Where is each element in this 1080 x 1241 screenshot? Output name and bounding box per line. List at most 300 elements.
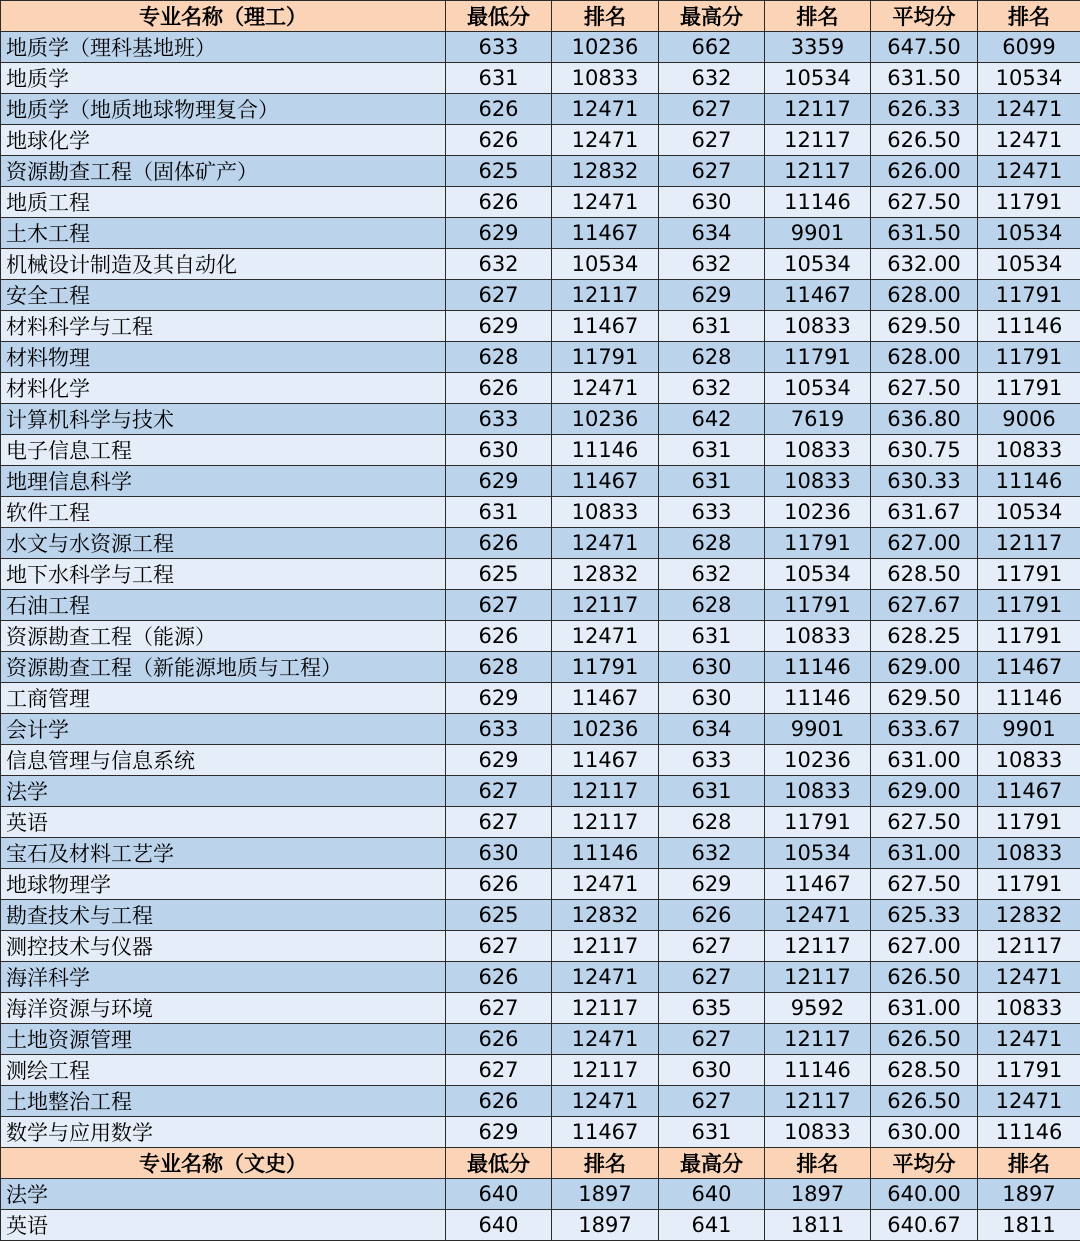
major-name-cell: 地理信息科学: [1, 466, 446, 497]
score-cell: 626: [446, 962, 552, 993]
score-cell: 626: [446, 373, 552, 404]
major-name-cell: 测绘工程: [1, 1055, 446, 1086]
score-cell: 642: [659, 404, 765, 435]
table-row: [1, 838, 1080, 869]
major-name-cell: 地质学（理科基地班）: [1, 32, 446, 63]
score-cell: 625.33: [871, 900, 978, 931]
score-cell: 635: [659, 993, 765, 1024]
score-cell: 1811: [978, 1210, 1080, 1241]
column-header-major: 专业名称（理工）: [1, 1, 446, 32]
score-cell: 626.33: [871, 94, 978, 125]
score-cell: 12471: [978, 94, 1080, 125]
score-cell: 10833: [552, 63, 659, 94]
score-cell: 630.75: [871, 435, 978, 466]
table-row: [1, 125, 1080, 156]
score-cell: 12117: [552, 590, 659, 621]
table-row: [1, 1086, 1080, 1117]
score-cell: 625: [446, 900, 552, 931]
score-cell: 11467: [552, 683, 659, 714]
score-cell: 640: [446, 1210, 552, 1241]
score-cell: 628: [446, 652, 552, 683]
table-row: [1, 466, 1080, 497]
score-cell: 10534: [765, 249, 871, 280]
table-row: [1, 993, 1080, 1024]
score-cell: 628.50: [871, 1055, 978, 1086]
score-cell: 12471: [978, 962, 1080, 993]
score-cell: 12471: [552, 1024, 659, 1055]
column-header: 平均分: [871, 1148, 978, 1179]
score-cell: 629: [446, 745, 552, 776]
score-cell: 632: [659, 63, 765, 94]
score-cell: 10833: [765, 621, 871, 652]
section-header-row: [1, 1, 1080, 32]
major-name-cell: 英语: [1, 807, 446, 838]
score-cell: 629.00: [871, 776, 978, 807]
score-cell: 626: [446, 1024, 552, 1055]
column-header: 最低分: [446, 1, 552, 32]
major-name-cell: 石油工程: [1, 590, 446, 621]
column-header: 排名: [978, 1148, 1080, 1179]
score-cell: 626: [446, 528, 552, 559]
score-cell: 10833: [978, 838, 1080, 869]
score-cell: 627: [659, 1024, 765, 1055]
score-cell: 626: [446, 869, 552, 900]
score-cell: 12832: [978, 900, 1080, 931]
table-row: [1, 962, 1080, 993]
score-cell: 12117: [765, 125, 871, 156]
score-cell: 628.50: [871, 559, 978, 590]
column-header: 排名: [552, 1, 659, 32]
score-cell: 629.50: [871, 683, 978, 714]
score-cell: 627: [659, 1086, 765, 1117]
score-cell: 11146: [552, 435, 659, 466]
column-header: 最低分: [446, 1148, 552, 1179]
score-cell: 12117: [978, 528, 1080, 559]
major-name-cell: 测控技术与仪器: [1, 931, 446, 962]
score-cell: 9006: [978, 404, 1080, 435]
score-cell: 10833: [978, 993, 1080, 1024]
score-cell: 630: [446, 435, 552, 466]
score-cell: 9592: [765, 993, 871, 1024]
column-header: 排名: [978, 1, 1080, 32]
table-row: [1, 311, 1080, 342]
score-cell: 625: [446, 156, 552, 187]
score-cell: 627: [446, 590, 552, 621]
score-cell: 12117: [552, 776, 659, 807]
score-cell: 633.67: [871, 714, 978, 745]
score-cell: 640: [446, 1179, 552, 1210]
score-cell: 633: [659, 497, 765, 528]
column-header: 平均分: [871, 1, 978, 32]
table-row: [1, 1179, 1080, 1210]
table-row: [1, 931, 1080, 962]
score-cell: 633: [659, 745, 765, 776]
score-cell: 12117: [765, 94, 871, 125]
score-cell: 629.00: [871, 652, 978, 683]
score-cell: 12471: [978, 1086, 1080, 1117]
major-name-cell: 材料物理: [1, 342, 446, 373]
score-cell: 11791: [978, 621, 1080, 652]
score-cell: 10833: [765, 1117, 871, 1148]
section-header-row: [1, 1148, 1080, 1179]
score-cell: 631: [446, 497, 552, 528]
score-cell: 629: [446, 218, 552, 249]
score-cell: 626: [446, 1086, 552, 1117]
score-cell: 627: [446, 931, 552, 962]
table-row: [1, 63, 1080, 94]
score-cell: 632: [659, 249, 765, 280]
score-cell: 626: [446, 187, 552, 218]
score-cell: 629: [446, 466, 552, 497]
score-cell: 12471: [552, 187, 659, 218]
score-cell: 627: [446, 1055, 552, 1086]
score-cell: 10236: [552, 404, 659, 435]
table-row: [1, 807, 1080, 838]
major-name-cell: 地质工程: [1, 187, 446, 218]
score-cell: 12117: [552, 1055, 659, 1086]
score-cell: 12471: [765, 900, 871, 931]
score-cell: 12471: [978, 125, 1080, 156]
score-cell: 11146: [765, 683, 871, 714]
score-cell: 10236: [765, 745, 871, 776]
score-cell: 627: [446, 280, 552, 311]
score-cell: 11791: [978, 280, 1080, 311]
score-cell: 627.50: [871, 187, 978, 218]
score-cell: 633: [446, 714, 552, 745]
score-cell: 631.50: [871, 63, 978, 94]
table-row: [1, 249, 1080, 280]
score-cell: 631: [659, 621, 765, 652]
column-header: 最高分: [659, 1, 765, 32]
score-cell: 11791: [978, 187, 1080, 218]
score-cell: 631: [659, 311, 765, 342]
score-cell: 11146: [978, 466, 1080, 497]
major-name-cell: 电子信息工程: [1, 435, 446, 466]
score-cell: 628: [659, 590, 765, 621]
score-cell: 628: [446, 342, 552, 373]
score-cell: 626: [446, 621, 552, 652]
score-cell: 627.00: [871, 528, 978, 559]
score-cell: 11467: [552, 745, 659, 776]
score-cell: 12471: [978, 1024, 1080, 1055]
table-row: [1, 621, 1080, 652]
score-cell: 11467: [765, 869, 871, 900]
score-cell: 12117: [765, 156, 871, 187]
major-name-cell: 地下水科学与工程: [1, 559, 446, 590]
column-header: 最高分: [659, 1148, 765, 1179]
score-cell: 10534: [765, 63, 871, 94]
score-cell: 631: [659, 435, 765, 466]
score-cell: 626: [446, 94, 552, 125]
score-cell: 11791: [552, 652, 659, 683]
score-cell: 9901: [765, 714, 871, 745]
score-cell: 11146: [552, 838, 659, 869]
score-cell: 628: [659, 342, 765, 373]
score-cell: 629: [446, 1117, 552, 1148]
score-cell: 632: [659, 559, 765, 590]
score-cell: 10534: [552, 249, 659, 280]
score-cell: 640.00: [871, 1179, 978, 1210]
table-row: [1, 745, 1080, 776]
major-name-cell: 地质学（地质地球物理复合）: [1, 94, 446, 125]
score-cell: 11146: [978, 683, 1080, 714]
score-cell: 631.67: [871, 497, 978, 528]
score-cell: 626: [446, 125, 552, 156]
table-row: [1, 776, 1080, 807]
major-name-cell: 会计学: [1, 714, 446, 745]
score-cell: 631.00: [871, 745, 978, 776]
score-cell: 626.50: [871, 1086, 978, 1117]
table-row: [1, 497, 1080, 528]
score-cell: 12471: [552, 94, 659, 125]
score-cell: 12117: [552, 993, 659, 1024]
table-row: [1, 1210, 1080, 1241]
score-cell: 627: [659, 962, 765, 993]
table-row: [1, 373, 1080, 404]
score-cell: 10833: [765, 776, 871, 807]
score-cell: 11467: [552, 466, 659, 497]
score-cell: 10833: [765, 311, 871, 342]
score-cell: 9901: [978, 714, 1080, 745]
score-cell: 636.80: [871, 404, 978, 435]
score-cell: 12471: [552, 869, 659, 900]
score-cell: 627: [659, 156, 765, 187]
table-row: [1, 1055, 1080, 1086]
score-cell: 12117: [765, 962, 871, 993]
major-name-cell: 地球物理学: [1, 869, 446, 900]
table-row: [1, 1024, 1080, 1055]
score-cell: 10833: [978, 435, 1080, 466]
major-name-cell: 资源勘查工程（新能源地质与工程）: [1, 652, 446, 683]
score-cell: 12832: [552, 559, 659, 590]
score-cell: 625: [446, 559, 552, 590]
score-cell: 631.00: [871, 993, 978, 1024]
score-cell: 11791: [978, 373, 1080, 404]
score-cell: 627: [446, 993, 552, 1024]
score-cell: 631: [446, 63, 552, 94]
score-cell: 630: [659, 1055, 765, 1086]
table-row: [1, 683, 1080, 714]
table-row: [1, 404, 1080, 435]
score-cell: 630.33: [871, 466, 978, 497]
score-cell: 11146: [978, 311, 1080, 342]
score-cell: 9901: [765, 218, 871, 249]
score-cell: 630: [659, 683, 765, 714]
score-cell: 10534: [765, 373, 871, 404]
score-cell: 10534: [978, 249, 1080, 280]
score-cell: 12117: [552, 931, 659, 962]
score-cell: 10534: [978, 218, 1080, 249]
score-cell: 627: [659, 125, 765, 156]
major-name-cell: 材料化学: [1, 373, 446, 404]
major-name-cell: 英语: [1, 1210, 446, 1241]
score-cell: 1897: [552, 1210, 659, 1241]
score-cell: 630: [659, 652, 765, 683]
score-cell: 633: [446, 404, 552, 435]
table-row: [1, 1117, 1080, 1148]
score-cell: 12471: [552, 125, 659, 156]
score-cell: 627: [659, 94, 765, 125]
score-cell: 11467: [978, 776, 1080, 807]
score-cell: 634: [659, 218, 765, 249]
score-cell: 10833: [765, 466, 871, 497]
major-name-cell: 信息管理与信息系统: [1, 745, 446, 776]
score-cell: 626: [659, 900, 765, 931]
score-cell: 11791: [978, 869, 1080, 900]
score-cell: 627.50: [871, 807, 978, 838]
score-cell: 11146: [765, 187, 871, 218]
major-name-cell: 地球化学: [1, 125, 446, 156]
column-header: 排名: [765, 1, 871, 32]
score-cell: 11791: [978, 559, 1080, 590]
major-name-cell: 地质学: [1, 63, 446, 94]
score-cell: 12832: [552, 900, 659, 931]
score-cell: 10534: [765, 559, 871, 590]
score-cell: 10833: [552, 497, 659, 528]
major-name-cell: 海洋资源与环境: [1, 993, 446, 1024]
score-cell: 627.50: [871, 869, 978, 900]
score-cell: 10236: [552, 714, 659, 745]
score-cell: 662: [659, 32, 765, 63]
score-cell: 631: [659, 776, 765, 807]
score-cell: 11791: [978, 807, 1080, 838]
score-cell: 628: [659, 807, 765, 838]
column-header: 排名: [765, 1148, 871, 1179]
table-row: [1, 714, 1080, 745]
score-cell: 10534: [765, 838, 871, 869]
score-cell: 11791: [978, 342, 1080, 373]
major-name-cell: 宝石及材料工艺学: [1, 838, 446, 869]
score-cell: 1897: [552, 1179, 659, 1210]
score-cell: 627.67: [871, 590, 978, 621]
score-cell: 11146: [765, 1055, 871, 1086]
score-cell: 11467: [978, 652, 1080, 683]
major-name-cell: 法学: [1, 776, 446, 807]
score-cell: 628.25: [871, 621, 978, 652]
table-row: [1, 94, 1080, 125]
column-header-major: 专业名称（文史）: [1, 1148, 446, 1179]
score-cell: 11791: [765, 807, 871, 838]
score-cell: 12117: [552, 280, 659, 311]
score-cell: 632: [446, 249, 552, 280]
score-cell: 12471: [552, 1086, 659, 1117]
table-row: [1, 32, 1080, 63]
score-cell: 628.00: [871, 342, 978, 373]
score-cell: 627: [446, 776, 552, 807]
score-cell: 12471: [552, 373, 659, 404]
major-name-cell: 海洋科学: [1, 962, 446, 993]
score-cell: 11467: [552, 218, 659, 249]
score-cell: 12471: [552, 621, 659, 652]
score-cell: 12471: [552, 528, 659, 559]
score-cell: 11791: [765, 590, 871, 621]
score-cell: 10534: [978, 497, 1080, 528]
score-cell: 627.50: [871, 373, 978, 404]
score-cell: 11146: [765, 652, 871, 683]
score-cell: 629.50: [871, 311, 978, 342]
score-cell: 3359: [765, 32, 871, 63]
score-cell: 627: [446, 807, 552, 838]
score-cell: 630: [446, 838, 552, 869]
score-cell: 632: [659, 373, 765, 404]
score-cell: 12117: [765, 931, 871, 962]
score-cell: 12471: [978, 156, 1080, 187]
score-cell: 1897: [978, 1179, 1080, 1210]
score-cell: 626.50: [871, 1024, 978, 1055]
table-body: [1, 1, 1080, 1241]
score-cell: 1811: [765, 1210, 871, 1241]
major-name-cell: 土木工程: [1, 218, 446, 249]
table-row: [1, 869, 1080, 900]
score-cell: 626.50: [871, 962, 978, 993]
table-row: [1, 218, 1080, 249]
score-cell: 10236: [765, 497, 871, 528]
score-cell: 11467: [552, 311, 659, 342]
score-cell: 634: [659, 714, 765, 745]
major-name-cell: 土地资源管理: [1, 1024, 446, 1055]
table-row: [1, 280, 1080, 311]
score-cell: 629: [659, 869, 765, 900]
score-cell: 11791: [978, 590, 1080, 621]
score-cell: 626.50: [871, 125, 978, 156]
score-cell: 627: [659, 931, 765, 962]
major-name-cell: 安全工程: [1, 280, 446, 311]
score-cell: 631.50: [871, 218, 978, 249]
major-name-cell: 材料科学与工程: [1, 311, 446, 342]
major-name-cell: 水文与水资源工程: [1, 528, 446, 559]
table-row: [1, 900, 1080, 931]
score-cell: 628: [659, 528, 765, 559]
score-cell: 633: [446, 32, 552, 63]
score-cell: 627.00: [871, 931, 978, 962]
table-row: [1, 559, 1080, 590]
score-cell: 631: [659, 1117, 765, 1148]
score-cell: 7619: [765, 404, 871, 435]
table-row: [1, 652, 1080, 683]
score-cell: 10833: [978, 745, 1080, 776]
score-cell: 647.50: [871, 32, 978, 63]
score-cell: 631.00: [871, 838, 978, 869]
major-name-cell: 机械设计制造及其自动化: [1, 249, 446, 280]
major-name-cell: 软件工程: [1, 497, 446, 528]
score-cell: 629: [446, 311, 552, 342]
table-row: [1, 528, 1080, 559]
score-cell: 626.00: [871, 156, 978, 187]
table-row: [1, 435, 1080, 466]
score-cell: 11791: [552, 342, 659, 373]
column-header: 排名: [552, 1148, 659, 1179]
score-cell: 631: [659, 466, 765, 497]
score-cell: 640: [659, 1179, 765, 1210]
score-cell: 11146: [978, 1117, 1080, 1148]
score-cell: 12471: [552, 962, 659, 993]
major-name-cell: 法学: [1, 1179, 446, 1210]
score-cell: 641: [659, 1210, 765, 1241]
score-cell: 11791: [765, 528, 871, 559]
score-cell: 10534: [978, 63, 1080, 94]
score-cell: 12832: [552, 156, 659, 187]
score-cell: 11791: [765, 342, 871, 373]
score-cell: 12117: [978, 931, 1080, 962]
score-cell: 628.00: [871, 280, 978, 311]
table-row: [1, 590, 1080, 621]
score-cell: 630: [659, 187, 765, 218]
score-cell: 10833: [765, 435, 871, 466]
score-cell: 640.67: [871, 1210, 978, 1241]
major-name-cell: 计算机科学与技术: [1, 404, 446, 435]
major-name-cell: 土地整治工程: [1, 1086, 446, 1117]
table-row: [1, 156, 1080, 187]
